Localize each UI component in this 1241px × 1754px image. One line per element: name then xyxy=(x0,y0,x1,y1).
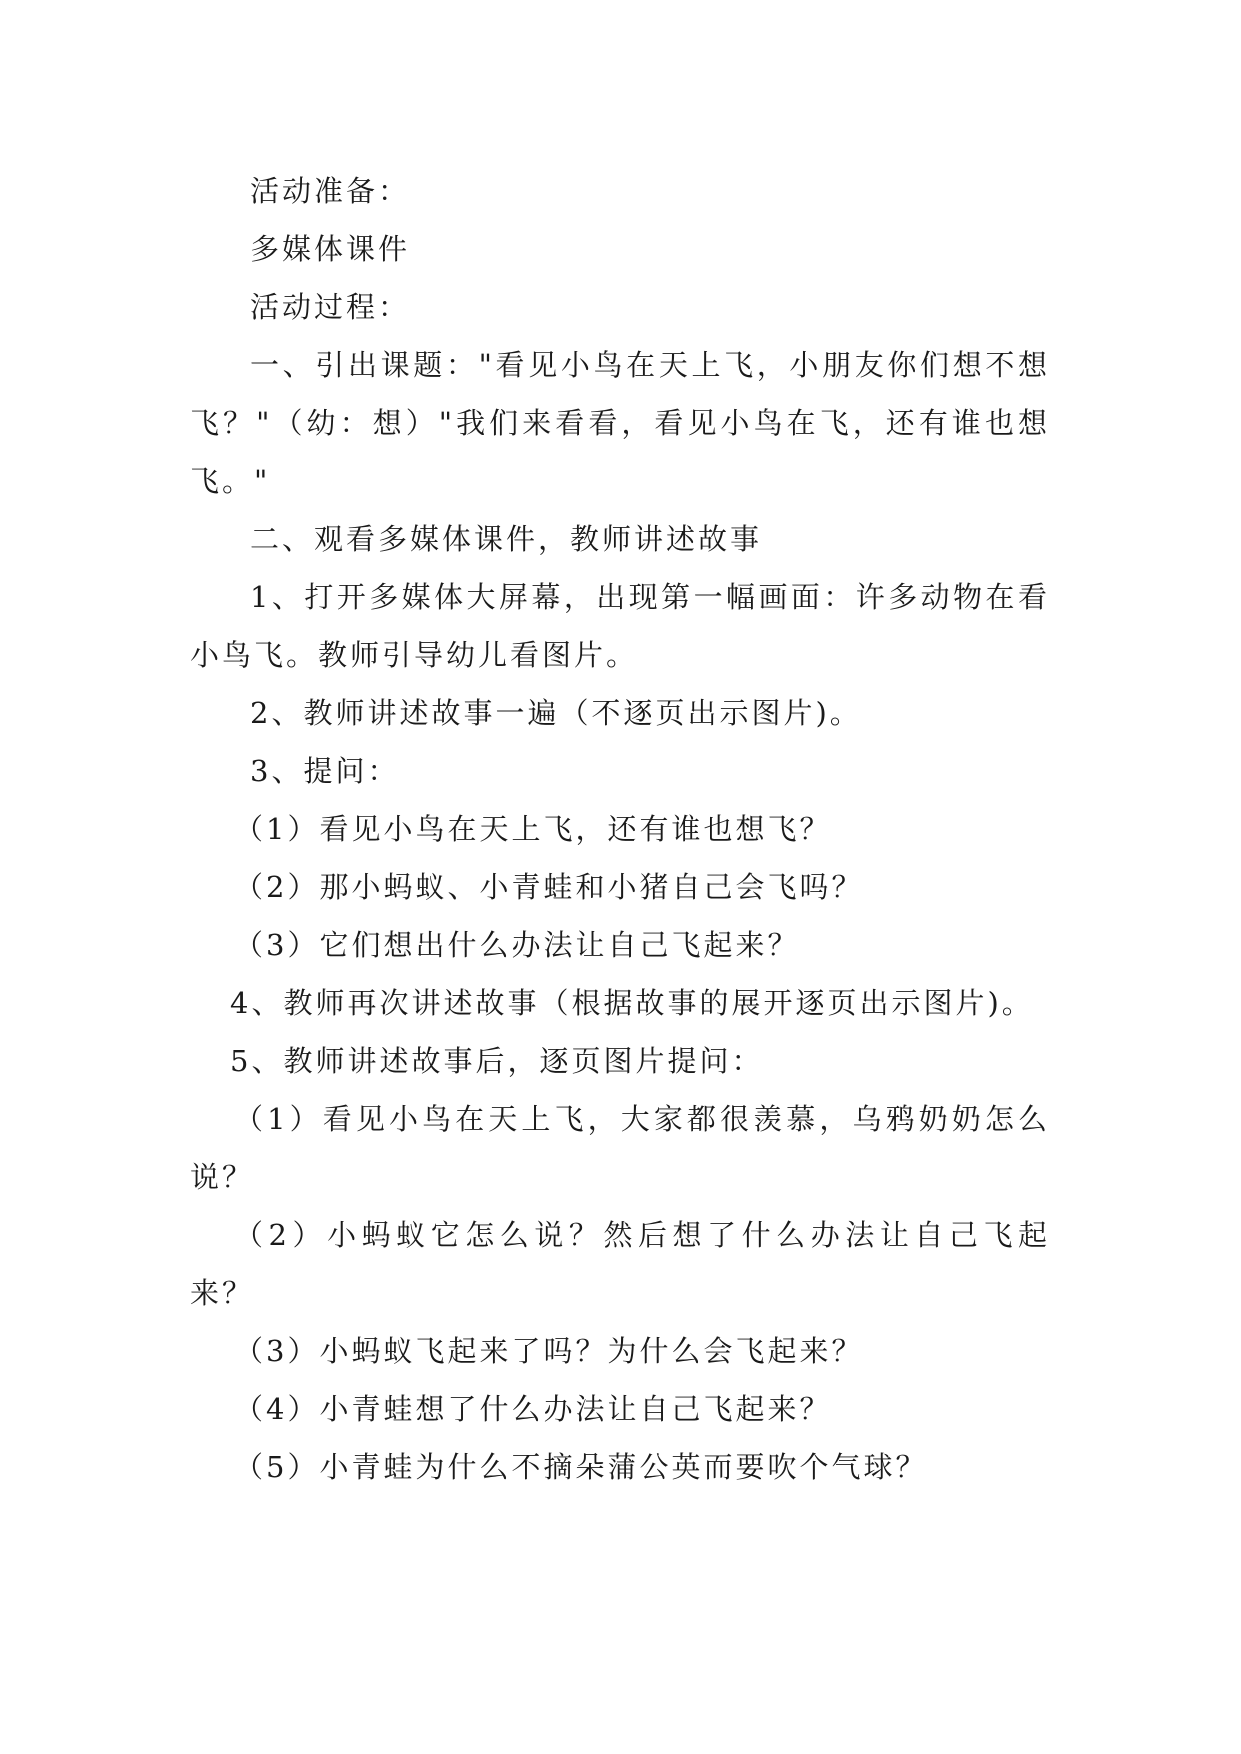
question-item: （2）那小蚂蚁、小青蛙和小猪自己会飞吗？ xyxy=(234,870,864,904)
step-intro-topic: 一、引出课题："看见小鸟在天上飞，小朋友你们想不想飞？"（幼：想）"我们来看看，看见小鸟在飞，还有谁也想飞。" xyxy=(190,348,1050,498)
question-item: （1）看见小鸟在天上飞，还有谁也想飞？ xyxy=(234,812,832,846)
substep-tell-story: 2、教师讲述故事一遍（不逐页出示图片)。 xyxy=(250,696,862,730)
substep-page-questions: 5、教师讲述故事后，逐页图片提问： xyxy=(230,1044,764,1078)
question-item: （1）看见小鸟在天上飞，大家都很羡慕，乌鸦奶奶怎么说？ xyxy=(190,1102,1050,1194)
substep-open-screen: 1、打开多媒体大屏幕，出现第一幅画面：许多动物在看小鸟飞。教师引导幼儿看图片。 xyxy=(190,580,1050,672)
question-item: （5）小青蛙为什么不摘朵蒲公英而要吹个气球？ xyxy=(234,1450,928,1484)
step-watch-courseware: 二、观看多媒体课件，教师讲述故事 xyxy=(250,522,763,556)
section-heading-process: 活动过程： xyxy=(250,290,411,324)
preparation-item: 多媒体课件 xyxy=(250,232,411,266)
section-heading-preparation: 活动准备： xyxy=(250,174,411,208)
question-item: （4）小青蛙想了什么办法让自己飞起来？ xyxy=(234,1392,832,1426)
question-item: （2）小蚂蚁它怎么说？然后想了什么办法让自己飞起来？ xyxy=(190,1218,1050,1310)
question-item: （3）它们想出什么办法让自己飞起来？ xyxy=(234,928,800,962)
substep-ask-questions: 3、提问： xyxy=(250,754,400,788)
document-body xyxy=(190,162,1050,1496)
question-item: （3）小蚂蚁飞起来了吗？为什么会飞起来？ xyxy=(234,1334,864,1368)
substep-retell-story: 4、教师再次讲述故事（根据故事的展开逐页出示图片)。 xyxy=(230,986,1034,1020)
